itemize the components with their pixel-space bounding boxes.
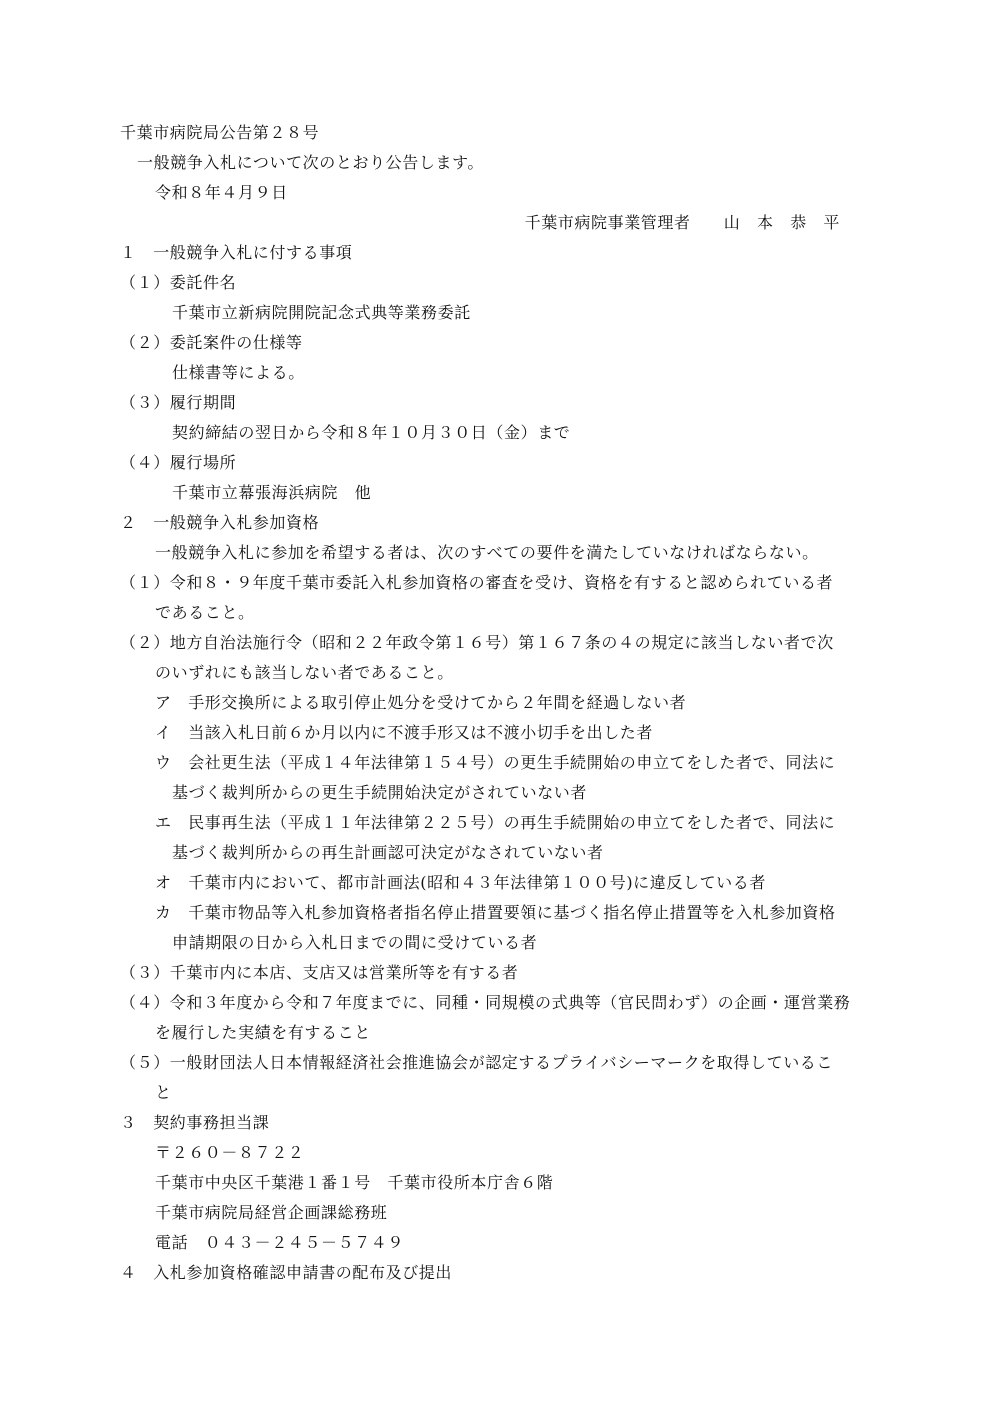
address: 千葉市中央区千葉港１番１号 千葉市役所本庁舎６階 <box>155 1173 554 1192</box>
item-1-3-body: 契約締結の翌日から令和８年１０月３０日（金）まで <box>172 423 571 442</box>
subitem-u-line2: 基づく裁判所からの更生手続開始決定がされていない者 <box>172 783 588 802</box>
subitem-e-line2: 基づく裁判所からの再生計画認可決定がなされていない者 <box>172 843 604 862</box>
subitem-u-line1: ウ 会社更生法（平成１４年法律第１５４号）の更生手続開始の申立てをした者で、同法に <box>155 753 836 772</box>
item-1-1-heading: （１）委託件名 <box>120 273 237 292</box>
postal-code: 〒２６０－８７２２ <box>155 1143 305 1162</box>
issuer-name: 千葉市病院事業管理者 山 本 恭 平 <box>524 213 840 232</box>
item-2-1-line1: （１）令和８・９年度千葉市委託入札参加資格の審査を受け、資格を有すると認められている者 <box>120 573 834 592</box>
section-4-heading: ４ 入札参加資格確認申請書の配布及び提出 <box>120 1263 453 1282</box>
subitem-o: オ 千葉市内において、都市計画法(昭和４３年法律第１００号)に違反している者 <box>155 873 766 892</box>
section-3-heading: ３ 契約事務担当課 <box>120 1113 270 1132</box>
section-2-heading: ２ 一般競争入札参加資格 <box>120 513 320 532</box>
item-2-5-line1: （５）一般財団法人日本情報経済社会推進協会が認定するプライバシーマークを取得しているこ <box>120 1053 834 1072</box>
item-1-2-heading: （２）委託案件の仕様等 <box>120 333 303 352</box>
item-2-3: （３）千葉市内に本店、支店又は営業所等を有する者 <box>120 963 519 982</box>
subitem-e-line1: エ 民事再生法（平成１１年法律第２２５号）の再生手続開始の申立てをした者で、同法に <box>155 813 836 832</box>
item-2-4-line1: （４）令和３年度から令和７年度までに、同種・同規模の式典等（官民問わず）の企画・運営業務 <box>120 993 851 1012</box>
subitem-a: ア 手形交換所による取引停止処分を受けてから２年間を経過しない者 <box>155 693 687 712</box>
item-1-2-body: 仕様書等による。 <box>172 363 305 382</box>
item-1-4-heading: （４）履行場所 <box>120 453 237 472</box>
item-2-1-line2: であること。 <box>155 603 255 622</box>
subitem-ka-line1: カ 千葉市物品等入札参加資格者指名停止措置要領に基づく指名停止措置等を入札参加資格 <box>155 903 836 922</box>
item-1-1-body: 千葉市立新病院開院記念式典等業務委託 <box>172 303 471 322</box>
notice-number: 千葉市病院局公告第２８号 <box>120 123 320 142</box>
item-2-4-line2: を履行した実績を有すること <box>155 1023 371 1042</box>
phone: 電話 ０４３－２４５－５７４９ <box>155 1233 405 1252</box>
notice-intro: 一般競争入札について次のとおり公告します。 <box>137 153 485 172</box>
subitem-ka-line2: 申請期限の日から入札日までの間に受けている者 <box>172 933 538 952</box>
notice-date: 令和８年４月９日 <box>155 183 288 202</box>
department: 千葉市病院局経営企画課総務班 <box>155 1203 388 1222</box>
item-1-3-heading: （３）履行期間 <box>120 393 237 412</box>
section-2-intro: 一般競争入札に参加を希望する者は、次のすべての要件を満たしていなければならない。 <box>155 543 819 562</box>
item-1-4-body: 千葉市立幕張海浜病院 他 <box>172 483 372 502</box>
section-1-heading: １ 一般競争入札に付する事項 <box>120 243 353 262</box>
subitem-i: イ 当該入札日前６か月以内に不渡手形又は不渡小切手を出した者 <box>155 723 654 742</box>
item-2-5-line2: と <box>155 1083 172 1102</box>
item-2-2-line1: （２）地方自治法施行令（昭和２２年政令第１６号）第１６７条の４の規定に該当しない者で次 <box>120 633 834 652</box>
item-2-2-line2: のいずれにも該当しない者であること。 <box>155 663 454 682</box>
